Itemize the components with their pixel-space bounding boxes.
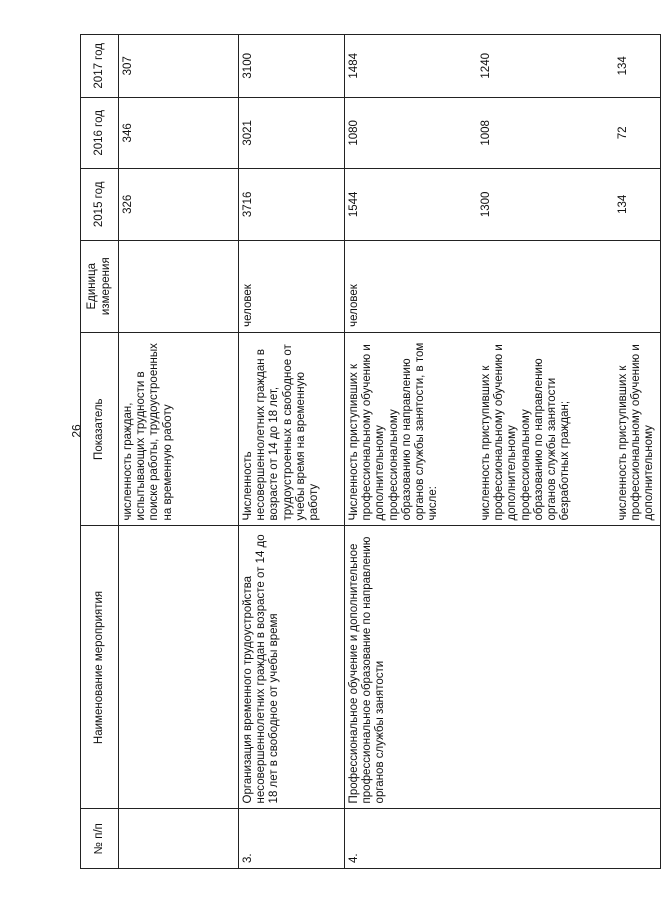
cell-name: Организация временного трудоустройства несовершеннолетних граждан в возрасте от 14 до 18 лет в свободное от учебы время	[239, 526, 345, 809]
cell-2016	[345, 97, 661, 168]
cell-name	[119, 526, 239, 809]
value-2015-unemployed: 1300	[480, 191, 492, 218]
cell-2017	[345, 35, 661, 98]
value-2017-third: 134	[617, 56, 629, 76]
cell-2015: 3716	[239, 169, 345, 240]
cell-num: 3.	[239, 809, 345, 869]
header-2017: 2017 год	[81, 35, 119, 98]
cell-unit	[119, 240, 239, 332]
cell-2016: 3021	[239, 97, 345, 168]
header-unit: Единица измерения	[81, 240, 119, 332]
value-2017-total: 1484	[348, 53, 360, 79]
cell-2017: 307	[119, 35, 239, 98]
page-number: 26	[69, 424, 84, 438]
header-name: Наименование мероприятия	[81, 526, 119, 809]
header-indicator: Показатель	[81, 332, 119, 526]
cell-2017: 3100	[239, 35, 345, 98]
header-num: № п/п	[81, 809, 119, 869]
cell-unit: человек	[239, 240, 345, 332]
indicator-unemployed: численность приступивших к профессиональному обучению и дополнительному профессиональному образованию по направлению органов службы занятости безработных граждан;	[480, 344, 572, 521]
table-row	[345, 35, 661, 869]
indicators-table	[80, 34, 661, 869]
cell-2015	[345, 169, 661, 240]
value-2016-unemployed: 1008	[480, 120, 492, 146]
cell-indicator: Численность несовершеннолетних граждан в возрасте от 14 до 18 лет, трудоустроенных в свободное от учебы время на временную работу	[239, 332, 345, 526]
cell-2016: 346	[119, 97, 239, 168]
table-row	[119, 35, 239, 869]
cell-num	[119, 809, 239, 869]
cell-2015: 326	[119, 169, 239, 240]
header-2016: 2016 год	[81, 97, 119, 168]
cell-num: 4.	[345, 809, 661, 869]
value-2017-unemployed: 1240	[480, 53, 492, 79]
cell-indicator: численность граждан, испытывающих трудности в поиске работы, трудоустроенных на временную работу	[119, 332, 239, 526]
value-2015-total: 1544	[348, 191, 360, 218]
value-2016-third: 72	[617, 126, 629, 140]
cell-unit: человек	[345, 240, 661, 332]
header-2015: 2015 год	[81, 169, 119, 240]
table-row	[239, 35, 345, 869]
indicator-third: численность приступивших к профессиональному обучению и дополнительному	[617, 344, 656, 521]
value-2016-total: 1080	[348, 120, 360, 146]
cell-name: Профессиональное обучение и дополнительное профессиональное образование по направлению органов службы занятости	[345, 526, 661, 809]
table-header-row	[81, 35, 119, 869]
cell-indicator	[345, 332, 661, 526]
value-2015-third: 134	[617, 194, 629, 214]
indicator-total: Численность приступивших к профессиональному обучению и дополнительному профессиональному образованию по направлению органов службы занятости, в том числе:	[348, 342, 440, 521]
